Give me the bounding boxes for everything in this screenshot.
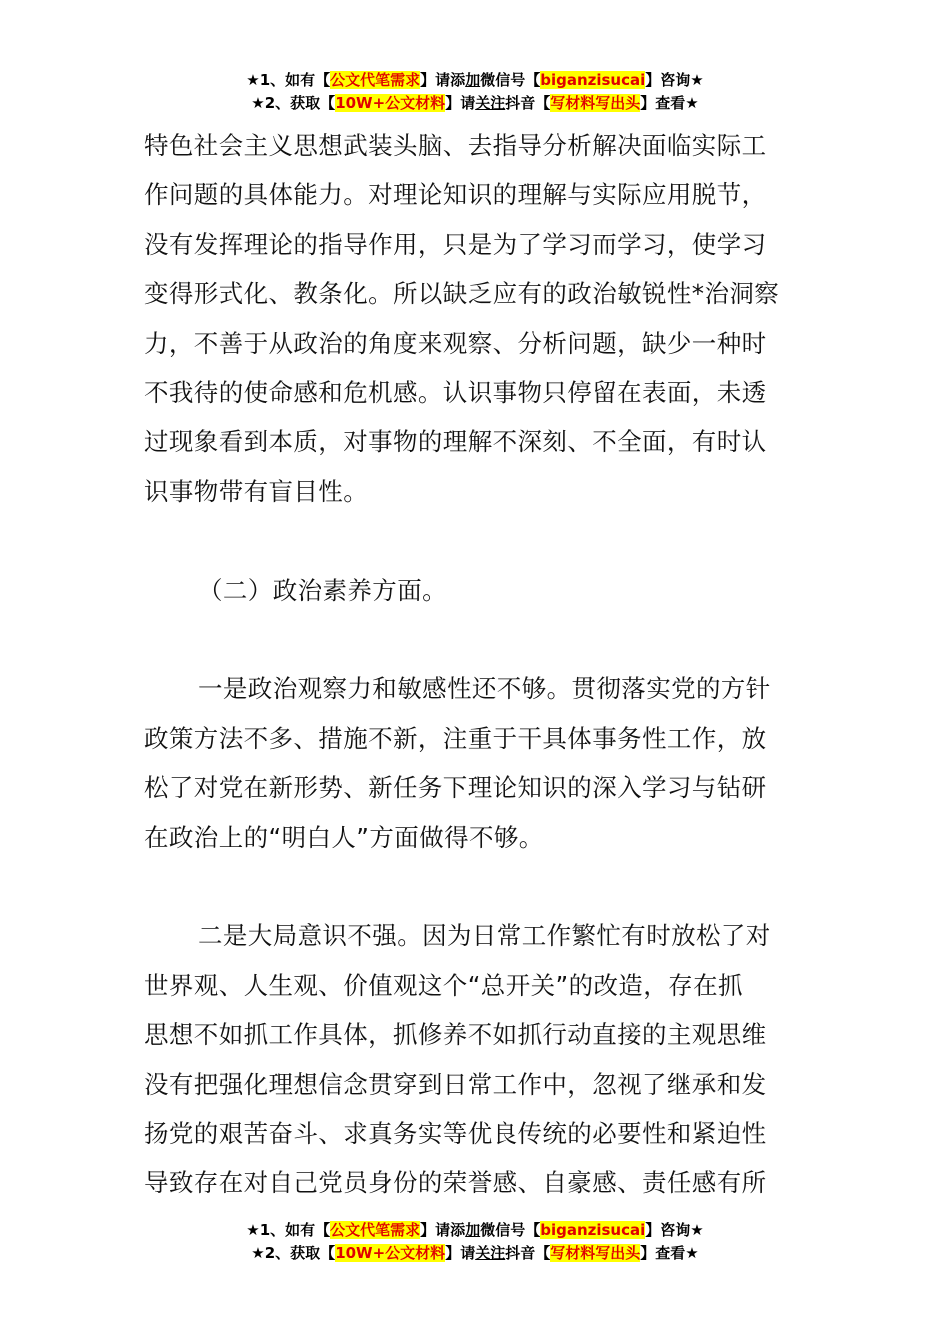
highlight-materials: 10W+公文材料 xyxy=(335,94,446,112)
paragraph-gap xyxy=(144,862,809,911)
text-line: 世界观、人生观、价值观这个“总开关”的改造，存在抓 xyxy=(144,970,743,1000)
banner-text: ★1、如有【 xyxy=(246,1221,331,1239)
highlight-wechat-id: biganzisucai xyxy=(540,1221,646,1239)
banner-text: ★1、如有【 xyxy=(246,71,331,89)
highlight-douyin: 写材料写出头 xyxy=(550,1244,641,1262)
banner-text: 微信号【 xyxy=(480,71,541,89)
banner-text: 】查看★ xyxy=(640,1244,699,1262)
document-body xyxy=(144,121,809,1208)
banner-text-underlined: 关注 xyxy=(475,94,506,112)
header-banner xyxy=(0,69,950,115)
banner-text: 】咨询★ xyxy=(645,1221,704,1239)
text-line: 没有发挥理论的指导作用，只是为了学习而学习，使学习 xyxy=(144,229,767,259)
banner-text-underlined: 加 xyxy=(465,71,481,89)
text-line: 一是政治观察力和敏感性还不够。贯彻落实党的方针 xyxy=(198,674,771,704)
text-line: 力，不善于从政治的角度来观察、分析问题，缺少一种时 xyxy=(144,328,767,358)
text-line: 没有把强化理想信念贯穿到日常工作中，忽视了继承和发 xyxy=(144,1069,767,1099)
banner-text-underlined: 关注 xyxy=(475,1244,506,1262)
banner-text: ★2、获取【 xyxy=(251,94,336,112)
banner-text-underlined: 加 xyxy=(465,1221,481,1239)
highlight-materials: 10W+公文材料 xyxy=(335,1244,446,1262)
footer-banner xyxy=(0,1219,950,1265)
banner-line-1 xyxy=(0,69,950,92)
banner-text: 抖音【 xyxy=(505,94,551,112)
banner-line-1 xyxy=(0,1219,950,1242)
text-line: 不我待的使命感和危机感。认识事物只停留在表面，未透 xyxy=(144,378,767,408)
paragraph-gap xyxy=(144,615,809,664)
banner-text: 抖音【 xyxy=(505,1244,551,1262)
text-line: 特色社会主义思想武装头脑、去指导分析解决面临实际工 xyxy=(144,131,767,160)
banner-text: 微信号【 xyxy=(480,1221,541,1239)
text-line: 松了对党在新形势、新任务下理论知识的深入学习与钻研 xyxy=(144,773,767,803)
text-line: 导致存在对自己党员身份的荣誉感、自豪感、责任感有所 xyxy=(144,1168,767,1198)
banner-line-2 xyxy=(0,1242,950,1265)
banner-text: ★2、获取【 xyxy=(251,1244,336,1262)
highlight-douyin: 写材料写出头 xyxy=(550,94,641,112)
banner-text: 】咨询★ xyxy=(645,71,704,89)
text-line: 二是大局意识不强。因为日常工作繁忙有时放松了对 xyxy=(198,921,771,951)
banner-text: 】请添 xyxy=(420,1221,466,1239)
highlight-ghostwriting: 公文代笔需求 xyxy=(330,1221,421,1239)
text-line: 识事物带有盲目性。 xyxy=(144,476,369,506)
paragraph-gap xyxy=(144,516,809,565)
highlight-wechat-id: biganzisucai xyxy=(540,71,646,89)
banner-line-2 xyxy=(0,92,950,115)
text-line: 扬党的艰苦奋斗、求真务实等优良传统的必要性和紧迫性 xyxy=(144,1119,767,1149)
text-line: 在政治上的“明白人”方面做得不够。 xyxy=(144,822,544,852)
banner-text: 】请 xyxy=(445,94,476,112)
banner-text: 】查看★ xyxy=(640,94,699,112)
text-line: 作问题的具体能力。对理论知识的理解与实际应用脱节， xyxy=(144,180,767,210)
banner-text: 】请 xyxy=(445,1244,476,1262)
text-line: 过现象看到本质，对事物的理解不深刻、不全面，有时认 xyxy=(144,427,767,457)
text-line: 变得形式化、教条化。所以缺乏应有的政治敏锐性*治洞察 xyxy=(144,279,780,309)
text-line: 思想不如抓工作具体，抓修养不如抓行动直接的主观思维 xyxy=(144,1020,767,1050)
highlight-ghostwriting: 公文代笔需求 xyxy=(330,71,421,89)
section-heading: （二）政治素养方面。 xyxy=(198,575,447,605)
banner-text: 】请添 xyxy=(420,71,466,89)
text-line: 政策方法不多、措施不新，注重于干具体事务性工作，放 xyxy=(144,723,767,753)
